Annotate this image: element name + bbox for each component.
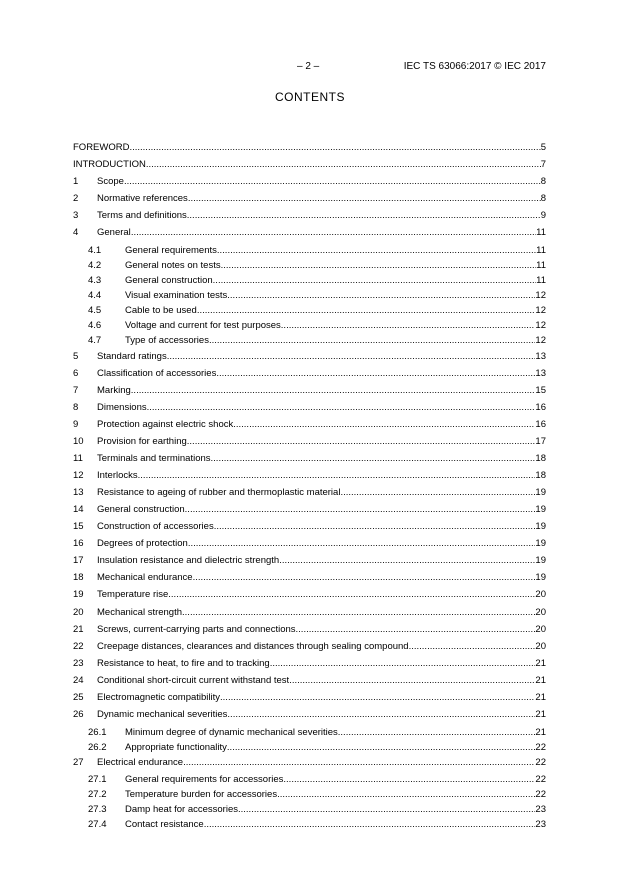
toc-entry[interactable] <box>73 708 546 721</box>
toc-entry-page: 19 <box>535 572 546 583</box>
toc-entry-title: Terminals and terminations <box>97 453 211 464</box>
toc-entry-number: 19 <box>73 589 84 600</box>
toc-entry-page: 8 <box>540 176 546 187</box>
toc-entry[interactable] <box>88 289 546 302</box>
toc-entry-page: 21 <box>535 675 546 686</box>
toc-entry[interactable] <box>73 418 546 431</box>
dot-leader <box>197 304 536 317</box>
page-number: – 2 – <box>297 61 320 72</box>
dot-leader <box>168 588 535 601</box>
toc-entry-title: Temperature burden for accessories <box>125 789 278 800</box>
document-id: IEC TS 63066:2017 © IEC 2017 <box>403 61 546 72</box>
toc-entry-title: Protection against electric shock <box>97 419 234 430</box>
toc-entry-number: 4.4 <box>88 290 102 301</box>
toc-entry-number: 5 <box>73 351 79 362</box>
toc-entry-title: General notes on tests <box>125 260 221 271</box>
toc-entry[interactable] <box>73 657 546 670</box>
toc-entry-page: 12 <box>535 320 546 331</box>
toc-entry[interactable] <box>88 818 546 831</box>
toc-entry-title: General <box>97 227 131 238</box>
toc-entry-number: 4.1 <box>88 245 102 256</box>
dot-leader <box>338 726 536 739</box>
toc-entry-page: 20 <box>535 607 546 618</box>
toc-entry[interactable] <box>88 244 546 257</box>
toc-entry-number: 16 <box>73 538 84 549</box>
dot-leader <box>131 384 536 397</box>
dot-leader <box>221 259 537 272</box>
toc-entry[interactable] <box>73 226 546 239</box>
toc-entry-title: General construction <box>97 504 185 515</box>
toc-entry-page: 23 <box>535 804 546 815</box>
toc-entry-page: 22 <box>535 742 546 753</box>
toc-entry[interactable] <box>73 691 546 704</box>
toc-entry[interactable] <box>73 435 546 448</box>
toc-entry[interactable] <box>73 141 546 154</box>
toc-entry[interactable] <box>73 350 546 363</box>
toc-entry-number: 4.6 <box>88 320 102 331</box>
dot-leader <box>147 401 536 414</box>
toc-entry-number: 4.3 <box>88 275 102 286</box>
toc-entry[interactable] <box>73 537 546 550</box>
dot-leader <box>131 226 536 239</box>
toc-entry-number: 6 <box>73 368 79 379</box>
dot-leader <box>167 350 536 363</box>
toc-entry-page: 18 <box>535 453 546 464</box>
dot-leader <box>213 274 536 287</box>
dot-leader <box>124 175 541 188</box>
toc-entry-page: 21 <box>535 709 546 720</box>
toc-entry-page: 21 <box>535 692 546 703</box>
toc-entry-page: 20 <box>535 624 546 635</box>
toc-entry-title: Classification of accessories <box>97 368 217 379</box>
toc-entry-number: 17 <box>73 555 84 566</box>
toc-entry-title: Resistance to heat, to fire and to tracking <box>97 658 270 669</box>
toc-entry-page: 9 <box>540 210 546 221</box>
toc-entry[interactable] <box>73 452 546 465</box>
toc-entry-number: 26.1 <box>88 727 107 738</box>
toc-entry-page: 18 <box>535 470 546 481</box>
dot-leader <box>188 537 536 550</box>
toc-entry-number: 20 <box>73 607 84 618</box>
toc-entry-number: 18 <box>73 572 84 583</box>
toc-entry-page: 19 <box>535 504 546 515</box>
toc-entry[interactable] <box>73 640 546 653</box>
toc-entry-title: Construction of accessories <box>97 521 214 532</box>
toc-entry-title: Interlocks <box>97 470 138 481</box>
toc-entry-title: Dimensions <box>97 402 147 413</box>
toc-entry-number: 27 <box>73 757 84 768</box>
toc-entry-page: 19 <box>535 555 546 566</box>
toc-entry-page: 15 <box>535 385 546 396</box>
dot-leader <box>185 503 536 516</box>
toc-entry-number: 26 <box>73 709 84 720</box>
toc-entry[interactable] <box>73 158 546 171</box>
toc-entry-page: 12 <box>535 290 546 301</box>
dot-leader <box>183 756 535 769</box>
toc-entry-title: Terms and definitions <box>97 210 187 221</box>
toc-entry-title: Resistance to ageing of rubber and thermoplastic material <box>97 487 341 498</box>
dot-leader <box>227 708 535 721</box>
toc-entry-title: Contact resistance <box>125 819 204 830</box>
toc-entry[interactable] <box>73 623 546 636</box>
toc-entry[interactable] <box>73 486 546 499</box>
toc-entry[interactable] <box>88 803 546 816</box>
toc-entry-title: INTRODUCTION <box>73 159 146 170</box>
toc-entry-number: 25 <box>73 692 84 703</box>
toc-entry-title: General construction <box>125 275 213 286</box>
toc-entry-number: 26.2 <box>88 742 107 753</box>
toc-entry-title: Provision for earthing <box>97 436 187 447</box>
toc-entry[interactable] <box>73 175 546 188</box>
toc-entry[interactable] <box>88 334 546 347</box>
toc-entry-page: 13 <box>535 351 546 362</box>
toc-entry-title: Dynamic mechanical severities <box>97 709 228 720</box>
toc-entry[interactable] <box>73 554 546 567</box>
toc-entry-number: 13 <box>73 487 84 498</box>
toc-entry-page: 19 <box>535 538 546 549</box>
toc-entry-title: Visual examination tests <box>125 290 228 301</box>
toc-entry-page: 7 <box>540 159 546 170</box>
toc-entry-title: Minimum degree of dynamic mechanical severities <box>125 727 338 738</box>
dot-leader <box>279 554 535 567</box>
toc-entry-page: 22 <box>535 757 546 768</box>
toc-entry-number: 2 <box>73 193 79 204</box>
toc-entry[interactable] <box>73 571 546 584</box>
toc-entry-number: 27.4 <box>88 819 107 830</box>
dot-leader <box>187 209 541 222</box>
toc-entry-title: Marking <box>97 385 131 396</box>
toc-entry[interactable] <box>73 606 546 619</box>
toc-entry-page: 23 <box>535 819 546 830</box>
toc-entry-number: 4 <box>73 227 79 238</box>
toc-entry-number: 1 <box>73 176 79 187</box>
toc-entry-page: 21 <box>535 658 546 669</box>
toc-entry-number: 4.7 <box>88 335 102 346</box>
toc-entry-page: 12 <box>535 335 546 346</box>
toc-entry-title: Cable to be used <box>125 305 197 316</box>
toc-entry[interactable] <box>73 192 546 205</box>
toc-entry-number: 27.1 <box>88 774 107 785</box>
toc-entry-page: 11 <box>536 275 546 286</box>
dot-leader <box>209 334 535 347</box>
toc-entry[interactable] <box>88 259 546 272</box>
toc-entry[interactable] <box>88 274 546 287</box>
toc-entry-page: 12 <box>535 305 546 316</box>
toc-entry[interactable] <box>88 304 546 317</box>
dot-leader <box>146 158 541 171</box>
dot-leader <box>188 192 541 205</box>
dot-leader <box>211 452 536 465</box>
toc-entry-title: Voltage and current for test purposes <box>125 320 281 331</box>
toc-entry-number: 4.2 <box>88 260 102 271</box>
dot-leader <box>138 469 536 482</box>
dot-leader <box>296 623 536 636</box>
toc-entry-page: 19 <box>535 487 546 498</box>
toc-entry-number: 12 <box>73 470 84 481</box>
toc-entry-title: Scope <box>97 176 124 187</box>
toc-entry-number: 27.3 <box>88 804 107 815</box>
toc-entry-title: Standard ratings <box>97 351 167 362</box>
dot-leader <box>340 486 535 499</box>
toc-entry-number: 3 <box>73 210 79 221</box>
dot-leader <box>283 773 535 786</box>
toc-entry-number: 22 <box>73 641 84 652</box>
toc-entry-page: 11 <box>536 245 546 256</box>
toc-entry-title: Damp heat for accessories <box>125 804 238 815</box>
dot-leader <box>409 640 536 653</box>
toc-entry[interactable] <box>88 726 546 739</box>
toc-entry-page: 8 <box>540 193 546 204</box>
toc-entry-page: 22 <box>535 774 546 785</box>
dot-leader <box>289 674 535 687</box>
dot-leader <box>216 367 535 380</box>
dot-leader <box>227 289 535 302</box>
toc-entry[interactable] <box>73 520 546 533</box>
toc-entry-title: General requirements for accessories <box>125 774 284 785</box>
toc-entry[interactable] <box>73 469 546 482</box>
toc-entry[interactable] <box>88 788 546 801</box>
toc-entry-page: 20 <box>535 641 546 652</box>
toc-entry-title: FOREWORD <box>73 142 130 153</box>
toc-entry-title: Insulation resistance and dielectric strength <box>97 555 280 566</box>
toc-entry[interactable] <box>73 674 546 687</box>
toc-entry[interactable] <box>73 384 546 397</box>
dot-leader <box>193 571 536 584</box>
dot-leader <box>129 141 540 154</box>
dot-leader <box>277 788 535 801</box>
toc-entry-number: 27.2 <box>88 789 107 800</box>
toc-entry-page: 21 <box>535 727 546 738</box>
toc-entry-number: 15 <box>73 521 84 532</box>
page-title: CONTENTS <box>275 90 345 104</box>
toc-entry[interactable] <box>88 319 546 332</box>
toc-entry-page: 19 <box>535 521 546 532</box>
dot-leader <box>220 691 535 704</box>
toc-entry[interactable] <box>73 209 546 222</box>
toc-entry-page: 17 <box>535 436 546 447</box>
toc-entry-title: Creepage distances, clearances and distances through sealing compound <box>97 641 409 652</box>
toc-entry-number: 8 <box>73 402 79 413</box>
dot-leader <box>281 319 536 332</box>
toc-entry-title: Degrees of protection <box>97 538 188 549</box>
toc-entry-page: 16 <box>535 419 546 430</box>
toc-entry-number: 4.5 <box>88 305 102 316</box>
toc-entry-page: 11 <box>536 227 546 238</box>
toc-entry-title: Type of accessories <box>125 335 209 346</box>
toc-entry-number: 24 <box>73 675 84 686</box>
toc-entry-title: Appropriate functionality <box>125 742 227 753</box>
toc-entry-page: 16 <box>535 402 546 413</box>
toc-entry-page: 20 <box>535 589 546 600</box>
toc-entry[interactable] <box>73 503 546 516</box>
toc-entry[interactable] <box>73 401 546 414</box>
dot-leader <box>204 818 536 831</box>
toc-entry-title: Mechanical strength <box>97 607 183 618</box>
dot-leader <box>187 435 536 448</box>
dot-leader <box>233 418 535 431</box>
toc-entry-title: Normative references <box>97 193 188 204</box>
toc-entry-title: Mechanical endurance <box>97 572 193 583</box>
dot-leader <box>227 741 536 754</box>
toc-entry-title: Screws, current-carrying parts and connections <box>97 624 296 635</box>
toc-entry-number: 10 <box>73 436 84 447</box>
dot-leader <box>217 244 536 257</box>
toc-entry-title: General requirements <box>125 245 217 256</box>
toc-entry-number: 14 <box>73 504 84 515</box>
toc-entry-number: 7 <box>73 385 79 396</box>
dot-leader <box>214 520 536 533</box>
dot-leader <box>238 803 535 816</box>
toc-entry-title: Conditional short-circuit current withstand test <box>97 675 290 686</box>
toc-entry-page: 11 <box>536 260 546 271</box>
toc-entry-number: 9 <box>73 419 79 430</box>
toc-entry-page: 13 <box>535 368 546 379</box>
toc-entry-page: 5 <box>540 142 546 153</box>
toc-entry-page: 22 <box>535 789 546 800</box>
toc-entry-title: Electrical endurance <box>97 757 184 768</box>
toc-entry[interactable] <box>73 588 546 601</box>
toc-entry[interactable] <box>73 367 546 380</box>
toc-entry-title: Temperature rise <box>97 589 169 600</box>
toc-entry-title: Electromagnetic compatibility <box>97 692 221 703</box>
dot-leader <box>182 606 535 619</box>
toc-entry[interactable] <box>73 756 546 769</box>
toc-entry[interactable] <box>88 741 546 754</box>
toc-entry-number: 23 <box>73 658 84 669</box>
toc-entry-number: 21 <box>73 624 84 635</box>
toc-entry[interactable] <box>88 773 546 786</box>
dot-leader <box>270 657 536 670</box>
toc-entry-number: 11 <box>73 453 83 464</box>
